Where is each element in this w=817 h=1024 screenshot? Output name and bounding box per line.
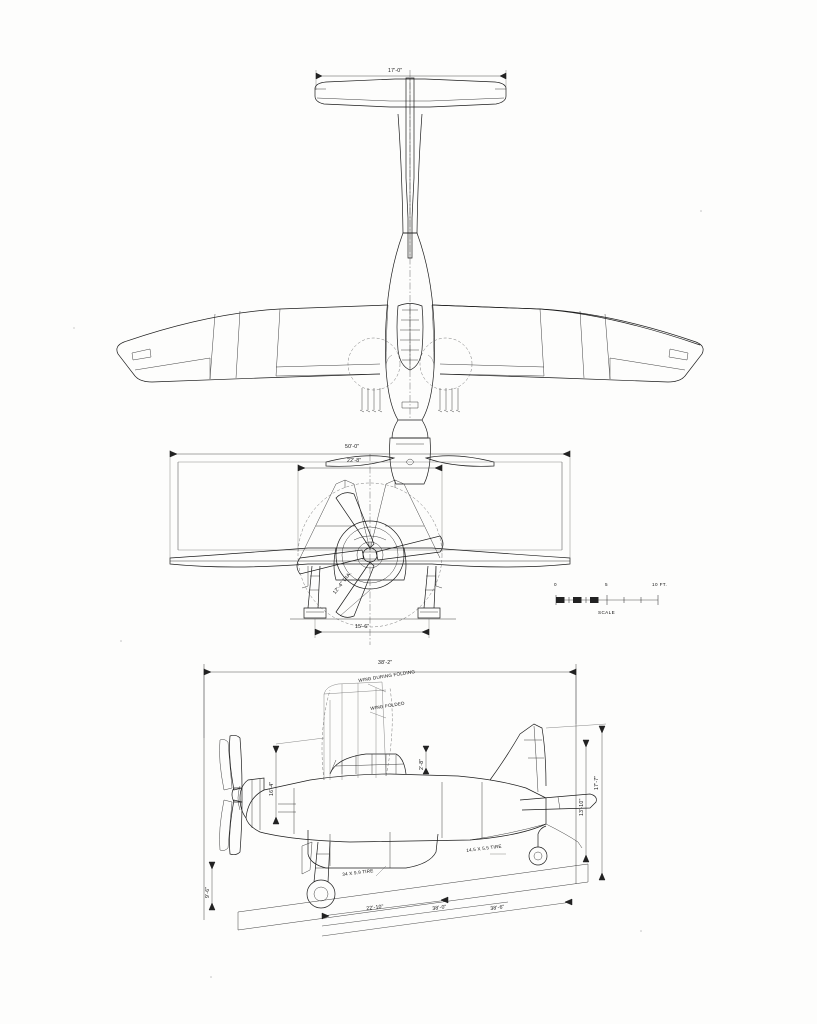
- note-wing-folded: WING FOLDED: [370, 700, 405, 711]
- scale-caption: SCALE: [598, 610, 616, 615]
- scale-bar: [548, 582, 678, 624]
- scale-tick-0: 0: [554, 582, 557, 587]
- side-view-graphic: [190, 648, 630, 948]
- note-main-tire: 34 X 9.9 TIRE: [342, 868, 374, 877]
- dim-overall-length: 38'-2": [378, 660, 393, 666]
- side-elevation-view: [190, 648, 630, 948]
- scale-tick-5: 5: [605, 582, 608, 587]
- dim-prop-diameter: 12'-4" DIA.: [332, 570, 354, 596]
- note-wing-during-folding: WING DURING FOLDING: [358, 669, 416, 683]
- top-view-dimension-graphic: [140, 64, 680, 124]
- dim-wing-span: 50'-0": [345, 444, 360, 450]
- scale-tick-10: 10 FT.: [652, 582, 668, 587]
- dim-height-tail-up: 17'-7": [594, 775, 600, 790]
- dim-gear-to-nose: 22'-10": [366, 903, 385, 912]
- dim-wing-fold-height: 16'-4": [269, 781, 275, 796]
- dim-station-38-6: 38'-6": [490, 904, 506, 912]
- note-tail-tire: 14.5 X 5.5 TIRE: [466, 843, 502, 853]
- dim-prop-clearance: 9'-6": [205, 886, 211, 898]
- dim-folded-span: 22'-8": [347, 458, 362, 464]
- dim-station-38-0: 38'-0": [432, 904, 448, 912]
- top-plan-view: [140, 58, 680, 428]
- dim-height-over-fin: 13'-10": [579, 798, 585, 816]
- dim-gear-track: 15'-6": [355, 624, 370, 630]
- dim-tail-span: 17'-0": [388, 68, 403, 74]
- dim-fold-clearance: 2'-8": [419, 758, 425, 770]
